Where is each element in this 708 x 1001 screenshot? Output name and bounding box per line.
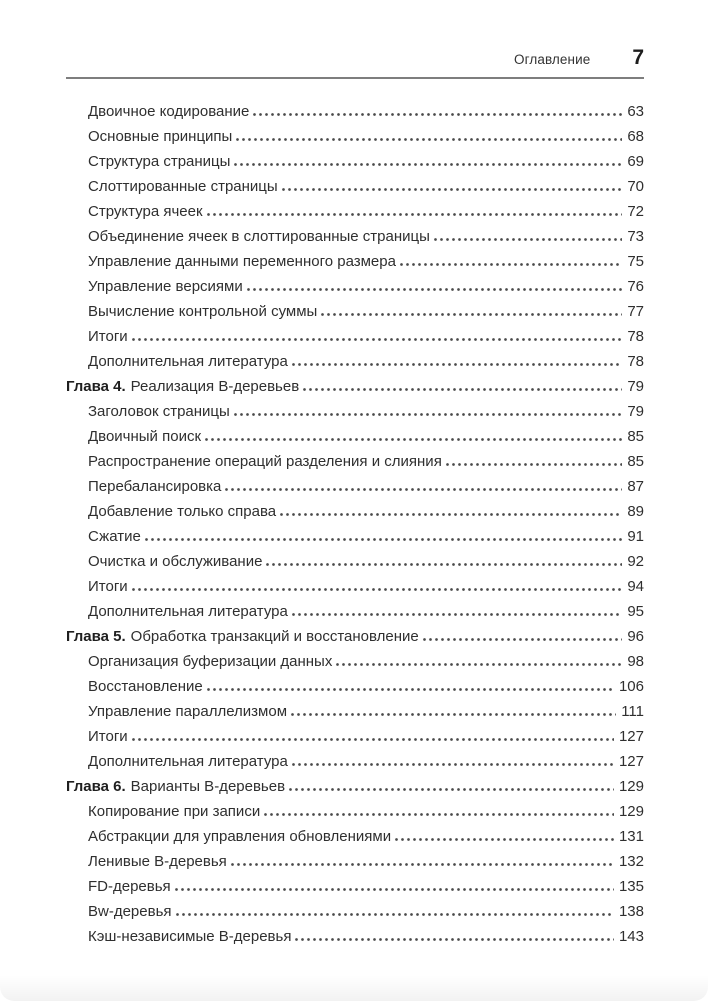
toc-entry-title: Сжатие <box>88 528 141 545</box>
toc-entry-page: 106 <box>618 678 644 695</box>
toc-row <box>66 754 644 769</box>
running-head-page-number: 7 <box>632 46 644 69</box>
toc-entry-title: Структура ячеек <box>88 203 203 220</box>
toc-entry-title: Управление параллелизмом <box>88 703 288 720</box>
toc-entry-title: Дополнительная литература <box>88 603 288 620</box>
dot-leader <box>434 238 622 241</box>
chapter-label: Глава 4. <box>66 378 126 395</box>
toc-row <box>66 904 644 919</box>
dot-leader <box>266 563 622 566</box>
dot-leader <box>132 588 623 591</box>
toc-entry-page: 76 <box>627 278 644 295</box>
dot-leader <box>303 388 622 391</box>
toc-entry-page: 79 <box>627 403 644 420</box>
toc-entry-title: Реализация B-деревьев <box>130 378 300 395</box>
toc-entry-page: 127 <box>618 728 644 745</box>
toc-entry-page: 85 <box>627 428 644 445</box>
chapter-label: Глава 5. <box>66 628 126 645</box>
toc-row <box>66 179 644 194</box>
toc-entry-page: 138 <box>618 903 644 920</box>
toc-row <box>66 479 644 494</box>
dot-leader <box>264 813 614 816</box>
toc-entry-page: 91 <box>627 528 644 545</box>
dot-leader <box>205 438 622 441</box>
toc-entry-title: Слоттированные страницы <box>88 178 278 195</box>
toc-entry-title: Очистка и обслуживание <box>88 553 263 570</box>
toc-row <box>66 129 644 144</box>
toc-entry-page: 127 <box>618 753 644 770</box>
toc-row <box>66 729 644 744</box>
toc-row <box>66 454 644 469</box>
dot-leader <box>292 363 622 366</box>
toc-entry-page: 63 <box>627 103 644 120</box>
toc-row <box>66 779 644 794</box>
toc-row <box>66 154 644 169</box>
dot-leader <box>395 838 614 841</box>
toc-row <box>66 204 644 219</box>
toc-entry-title: Вычисление контрольной суммы <box>88 303 318 320</box>
toc-entry-page: 78 <box>627 353 644 370</box>
toc-row <box>66 704 644 719</box>
dot-leader <box>321 313 622 316</box>
toc-entry-page: 143 <box>618 928 644 945</box>
toc-entry-title: Итоги <box>88 578 128 595</box>
toc-entry-title: Копирование при записи <box>88 803 261 820</box>
toc-entry-page: 92 <box>627 553 644 570</box>
toc-row <box>66 604 644 619</box>
dot-leader <box>132 738 614 741</box>
toc-entry-page: 68 <box>627 128 644 145</box>
dot-leader <box>247 288 623 291</box>
toc-row <box>66 679 644 694</box>
dot-leader <box>336 663 622 666</box>
dot-leader <box>292 763 614 766</box>
toc-row <box>66 254 644 269</box>
toc-entry-title: Добавление только справа <box>88 503 277 520</box>
toc-row <box>66 104 644 119</box>
dot-leader <box>145 538 623 541</box>
dot-leader <box>400 263 622 266</box>
chapter-label: Глава 6. <box>66 778 126 795</box>
toc-entry-page: 98 <box>627 653 644 670</box>
toc-entry-page: 94 <box>627 578 644 595</box>
toc-row <box>66 229 644 244</box>
toc-entry-page: 85 <box>627 453 644 470</box>
toc-row <box>66 354 644 369</box>
toc-entry-title: FD-деревья <box>88 878 171 895</box>
toc-entry-title: Объединение ячеек в слоттированные страницы <box>88 228 430 245</box>
dot-leader <box>176 913 614 916</box>
dot-leader <box>225 488 622 491</box>
toc-entry-title: Заголовок страницы <box>88 403 230 420</box>
toc-entry-title: Абстракции для управления обновлениями <box>88 828 392 845</box>
toc-entry-page: 78 <box>627 328 644 345</box>
toc-row <box>66 329 644 344</box>
dot-leader <box>207 213 623 216</box>
dot-leader <box>292 613 622 616</box>
toc-row <box>66 304 644 319</box>
toc-row <box>66 429 644 444</box>
toc-entry-page: 131 <box>618 828 644 845</box>
toc-entry-page: 129 <box>618 803 644 820</box>
toc-entry-title: Итоги <box>88 328 128 345</box>
toc-entry-page: 96 <box>627 628 644 645</box>
toc-entry-page: 79 <box>627 378 644 395</box>
dot-leader <box>175 888 614 891</box>
toc-row <box>66 579 644 594</box>
dot-leader <box>253 113 622 116</box>
toc-entry-title: Кэш-независимые B-деревья <box>88 928 292 945</box>
toc-entry-title: Ленивые B-деревья <box>88 853 227 870</box>
toc-row <box>66 654 644 669</box>
toc-entry-page: 69 <box>627 153 644 170</box>
dot-leader <box>132 338 623 341</box>
toc-row <box>66 404 644 419</box>
toc-entry-title: Организация буферизации данных <box>88 653 333 670</box>
dot-leader <box>289 788 614 791</box>
toc-entry-title: Управление версиями <box>88 278 243 295</box>
toc-row <box>66 504 644 519</box>
toc-row <box>66 529 644 544</box>
toc-entry-page: 70 <box>627 178 644 195</box>
toc-entry-title: Основные принципы <box>88 128 233 145</box>
toc-row <box>66 879 644 894</box>
toc-entry-title: Управление данными переменного размера <box>88 253 396 270</box>
dot-leader <box>234 163 622 166</box>
toc-entry-title: Распространение операций разделения и слияния <box>88 453 442 470</box>
dot-leader <box>207 688 614 691</box>
toc-entry-page: 75 <box>627 253 644 270</box>
toc-row <box>66 829 644 844</box>
toc-entry-page: 72 <box>627 203 644 220</box>
toc-entry-page: 89 <box>627 503 644 520</box>
toc-entry-title: Обработка транзакций и восстановление <box>130 628 419 645</box>
dot-leader <box>446 463 623 466</box>
dot-leader <box>236 138 622 141</box>
toc-entry-title: Перебалансировка <box>88 478 222 495</box>
dot-leader <box>291 713 616 716</box>
toc-entry-title: Двоичный поиск <box>88 428 202 445</box>
toc-row <box>66 379 644 394</box>
toc-entry-title: Восстановление <box>88 678 203 695</box>
toc-entry-title: Варианты B-деревьев <box>130 778 286 795</box>
dot-leader <box>295 938 614 941</box>
toc-entry-page: 132 <box>618 853 644 870</box>
toc-row <box>66 929 644 944</box>
running-head <box>66 46 644 70</box>
dot-leader <box>282 188 623 191</box>
toc-entry-page: 95 <box>627 603 644 620</box>
toc-entry-title: Bw-деревья <box>88 903 172 920</box>
toc-entry-title: Дополнительная литература <box>88 353 288 370</box>
toc-row <box>66 279 644 294</box>
toc-row <box>66 629 644 644</box>
toc-row <box>66 804 644 819</box>
toc-entry-page: 73 <box>627 228 644 245</box>
dot-leader <box>423 638 623 641</box>
dot-leader <box>280 513 622 516</box>
header-rule <box>66 77 644 79</box>
dot-leader <box>234 413 623 416</box>
toc-row <box>66 854 644 869</box>
toc-entry-title: Двоичное кодирование <box>88 103 250 120</box>
toc-entry-page: 77 <box>627 303 644 320</box>
running-head-title: Оглавление <box>514 52 591 67</box>
toc-list <box>66 104 644 944</box>
toc-entry-page: 129 <box>618 778 644 795</box>
toc-entry-title: Итоги <box>88 728 128 745</box>
toc-entry-title: Структура страницы <box>88 153 231 170</box>
toc-entry-page: 135 <box>618 878 644 895</box>
toc-row <box>66 554 644 569</box>
toc-entry-page: 111 <box>621 703 644 720</box>
toc-entry-page: 87 <box>627 478 644 495</box>
toc-entry-title: Дополнительная литература <box>88 753 288 770</box>
dot-leader <box>231 863 614 866</box>
